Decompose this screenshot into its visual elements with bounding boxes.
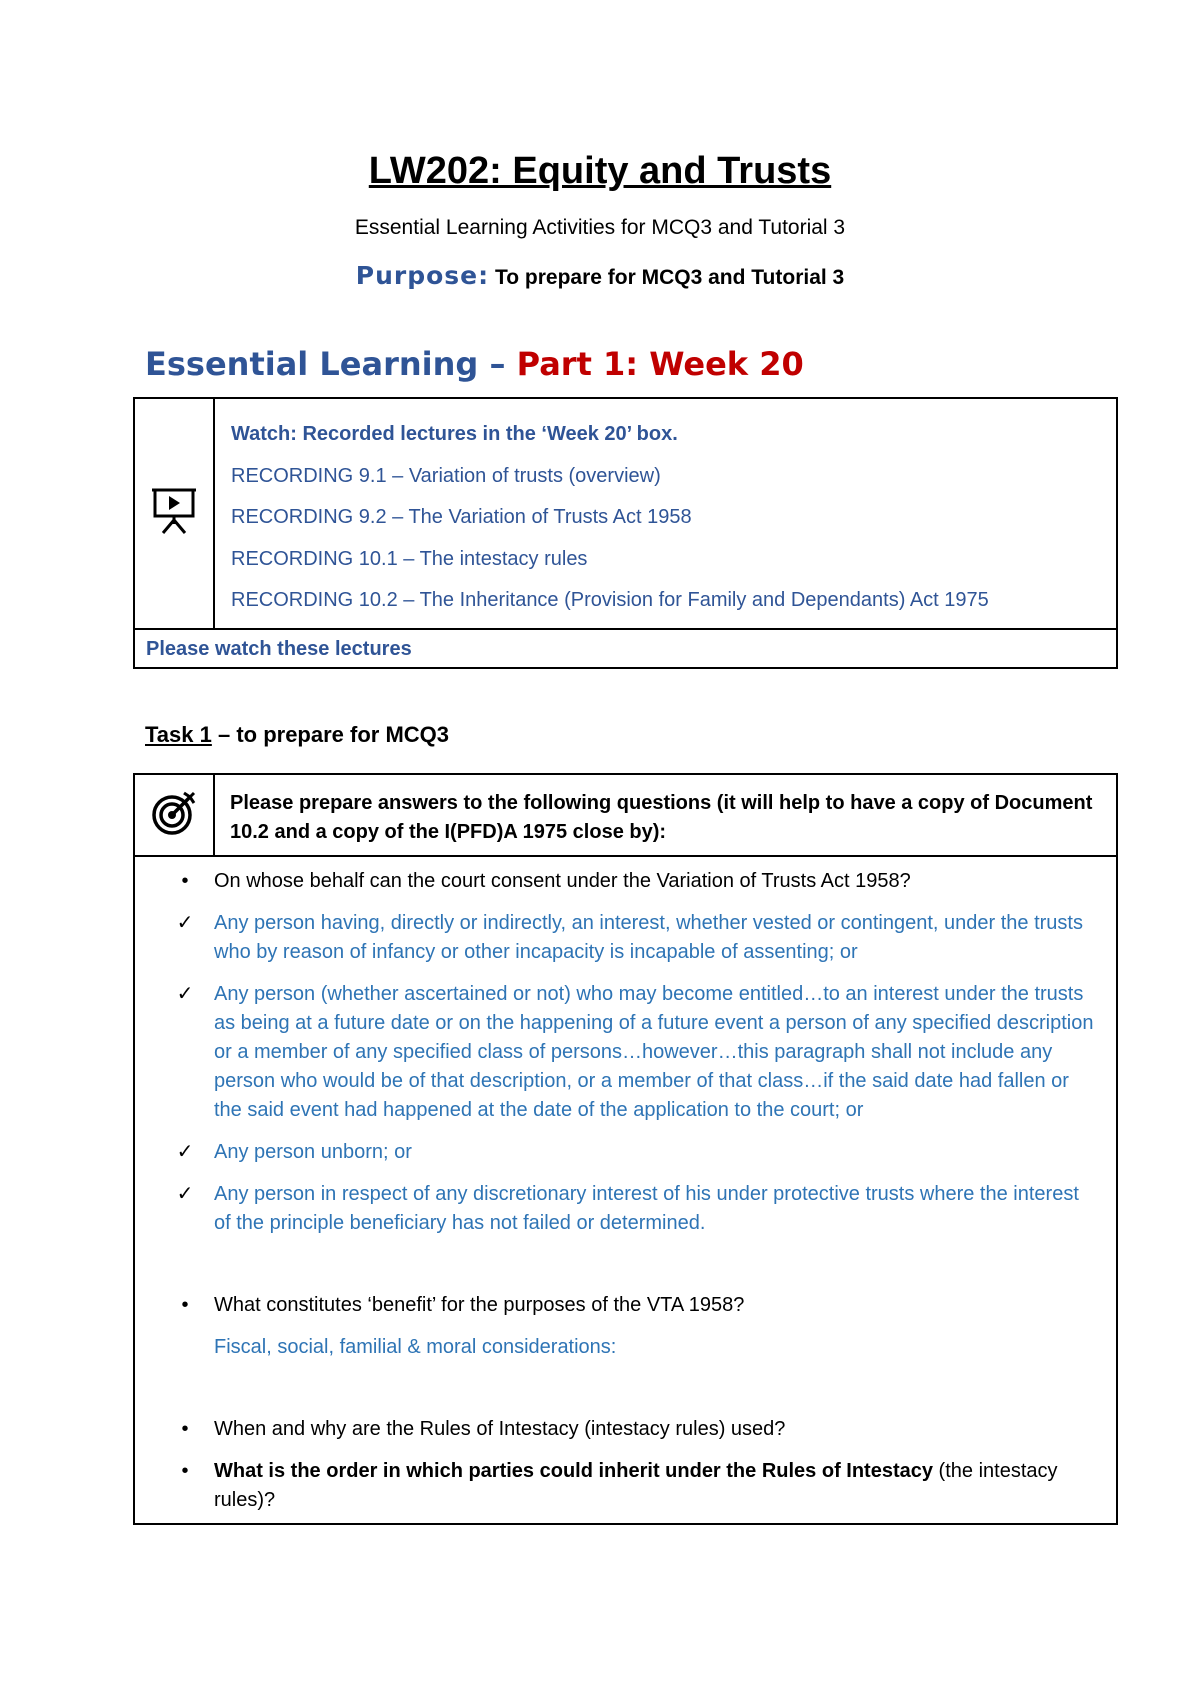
task1-table: [133, 773, 1118, 1525]
question-text: When and why are the Rules of Intestacy (intestacy rules) used?: [214, 1418, 786, 1440]
question-text-bold: What is the order in which parties could inherit under the Rules of Intestacy: [214, 1460, 933, 1482]
recording-item: RECORDING 10.2 – The Inheritance (Provision for Family and Dependants) Act 1975: [231, 589, 989, 611]
target-icon: [150, 789, 198, 837]
checkmark-icon: ✓: [176, 912, 194, 934]
question-item: [175, 1457, 1096, 1515]
bullet-icon: •: [181, 1294, 189, 1316]
answer-item: [175, 980, 1096, 1125]
document-title: LW202: Equity and Trusts: [368, 150, 832, 192]
question-item: [175, 867, 1096, 896]
task1-intro: Please prepare answers to the following questions (it will help to have a copy of Document 10.2 and a copy of the I(PFD)A 1975 close by):: [214, 774, 1117, 856]
watch-footer: Please watch these lectures: [134, 629, 1117, 668]
purpose-line: [0, 261, 1200, 290]
watch-heading: Watch: Recorded lectures in the ‘Week 20’ box.: [231, 423, 678, 445]
task1-heading: [145, 722, 449, 748]
task1-body: [134, 856, 1117, 1524]
task1-icon-cell: [134, 774, 214, 856]
recording-item: RECORDING 10.1 – The intestacy rules: [231, 547, 588, 570]
answer-item: [175, 1180, 1096, 1238]
section-heading-part: Part 1: Week 20: [516, 345, 804, 383]
section-heading-main: Essential Learning –: [145, 345, 517, 383]
question-text: What constitutes ‘benefit’ for the purposes of the VTA 1958?: [214, 1294, 745, 1316]
answer-item: [175, 909, 1096, 967]
question-item: [175, 1415, 1096, 1444]
question-item: [175, 1291, 1096, 1320]
watch-table: [133, 397, 1118, 669]
task1-label: Task 1: [145, 722, 212, 747]
checkmark-icon: ✓: [176, 1141, 194, 1163]
answer-item: [175, 1138, 1096, 1167]
presentation-icon: [151, 486, 197, 536]
answer-text: Any person (whether ascertained or not) who may become entitled…to an interest under the trusts as being at a future date or on the happening of a future event a person of any specified description or a member of any specified class of persons…however…this paragraph shall not include any person who would be of that description, or a member of that class…if the said date had fallen or the said event had happened at the date of the application to the court; or: [214, 983, 1094, 1121]
bullet-icon: •: [181, 1460, 189, 1482]
question-text: On whose behalf can the court consent under the Variation of Trusts Act 1958?: [214, 870, 911, 892]
bullet-icon: •: [181, 1418, 189, 1440]
question-text-rest: (the intestacy rules)?: [214, 1460, 1058, 1511]
purpose-label: Purpose:: [355, 261, 490, 290]
section-heading: [145, 345, 804, 383]
recording-item: RECORDING 9.2 – The Variation of Trusts Act 1958: [231, 506, 692, 528]
checkmark-icon: ✓: [176, 1183, 194, 1205]
bullet-icon: •: [181, 870, 189, 892]
checkmark-icon: ✓: [176, 983, 194, 1005]
answer-text: Any person having, directly or indirectly, an interest, whether vested or contingent, under the trusts who by reason of infancy or other incapacity is incapable of assenting; or: [214, 912, 1083, 963]
purpose-text: To prepare for MCQ3 and Tutorial 3: [494, 266, 845, 289]
answer-text: Any person in respect of any discretionary interest of his under protective trusts where the interest of the principle beneficiary has not failed or determined.: [214, 1183, 1079, 1234]
recording-item: RECORDING 9.1 – Variation of trusts (overview): [231, 464, 661, 487]
document-subtitle: Essential Learning Activities for MCQ3 and Tutorial 3: [354, 216, 846, 239]
recordings-cell: [214, 398, 1117, 629]
spacer: [175, 1251, 1096, 1291]
spacer: [175, 1375, 1096, 1415]
answer-text: Any person unborn; or: [214, 1141, 412, 1163]
task1-heading-rest: – to prepare for MCQ3: [211, 722, 450, 747]
watch-icon-cell: [134, 398, 214, 629]
answer-text: Fiscal, social, familial & moral considerations:: [214, 1336, 617, 1358]
